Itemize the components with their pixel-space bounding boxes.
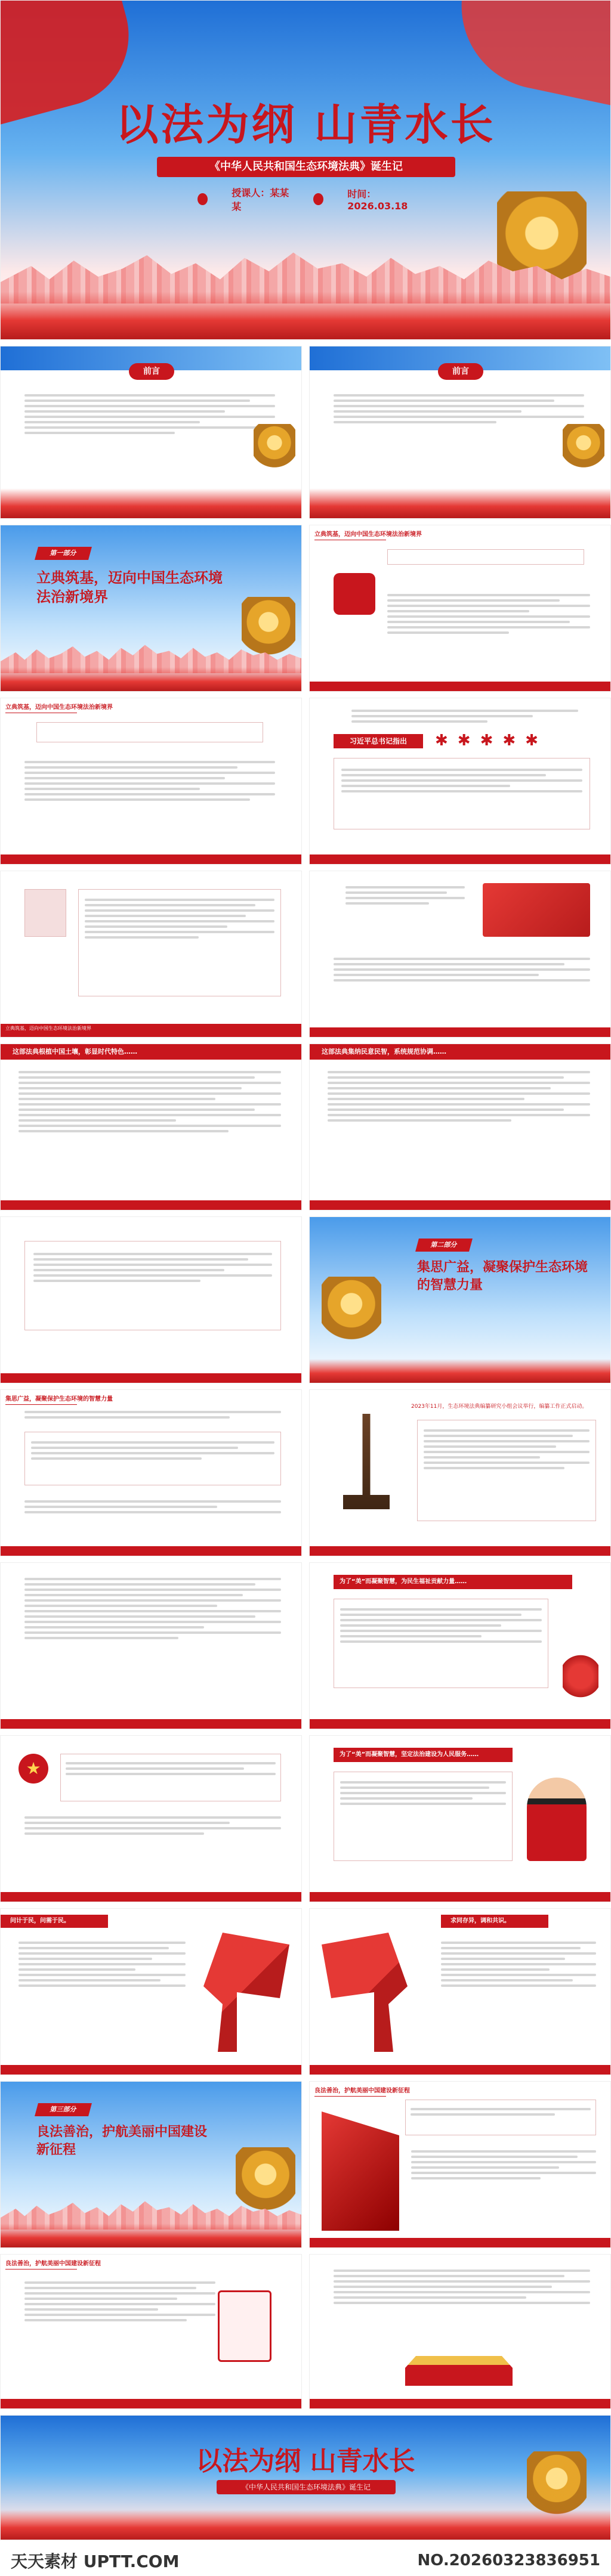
content-slide <box>0 2254 302 2409</box>
footer-bar <box>1 1719 301 1729</box>
tiananmen-image <box>405 2356 513 2386</box>
content-slide <box>0 871 302 1038</box>
footer-bar <box>1 1546 301 1556</box>
intro-text-lines <box>351 707 578 726</box>
text-box <box>24 1241 281 1330</box>
clock-icon <box>313 193 323 205</box>
closing-subtitle-bar <box>217 2480 396 2494</box>
text-lines <box>345 883 465 908</box>
content-slide <box>309 1908 611 2075</box>
part1-slide <box>0 525 302 692</box>
red-wave-decor <box>1 667 301 691</box>
bullet-text-lines <box>334 2267 590 2307</box>
part3-label: 第三部分 <box>35 2103 92 2116</box>
content-slide <box>309 1735 611 1902</box>
content-slide <box>0 1908 302 2075</box>
part3-slide <box>0 2081 302 2248</box>
text-box <box>334 1599 548 1688</box>
bullet-text-lines <box>18 1939 186 1990</box>
closing-subtitle: 《中华人民共和国生态环境法典》诞生记 <box>241 2483 371 2491</box>
cover-slide <box>0 0 611 340</box>
lion-image <box>563 424 604 478</box>
footer-bar <box>310 2399 610 2408</box>
bullet-text-lines <box>441 1939 596 1990</box>
footer-bar <box>310 2065 610 2075</box>
quote-bar: 为了“美”而凝聚智慧，为民生福祉贡献力量…… <box>334 1575 572 1589</box>
quote-bar: 为了“美”而凝聚智慧，坚定法治建设为人民服务…… <box>334 1748 513 1762</box>
red-wave-decor <box>310 488 610 518</box>
footer-bar <box>310 854 610 864</box>
lion-image <box>254 424 295 478</box>
preface-slide-left <box>0 346 302 519</box>
red-wave-decor <box>1 488 301 518</box>
footer-bar <box>310 682 610 691</box>
red-wave-decor <box>310 1359 610 1383</box>
speaker-row <box>198 187 424 212</box>
section-title: 立典筑基，迈向中国生态环境法治新境界 <box>5 702 113 713</box>
cover-date: 时间：2026.03.18 <box>347 188 408 212</box>
footer-bar <box>1 2399 301 2408</box>
footer-bar <box>310 1200 610 1210</box>
part2-title: 集思广益，凝聚保护生态环境的智慧力量 <box>417 1260 588 1293</box>
content-slide <box>309 1389 611 1556</box>
lantern-decor <box>563 1652 598 1700</box>
side-heading: 求同存异，调和共识。 <box>441 1915 548 1928</box>
brand-text: 天天素材 UPTT.COM <box>11 2552 180 2571</box>
star-decor: ✱✱✱✱✱ <box>435 732 548 750</box>
content-slide <box>0 1216 302 1383</box>
preface-text-lines <box>334 391 584 426</box>
red-wave-decor <box>1 2224 301 2247</box>
heading-bar: 这部法典根植中国土壤，彰显时代特色…… <box>1 1044 301 1060</box>
content-slide <box>0 1735 302 1902</box>
content-slide <box>309 1044 611 1210</box>
bullet-text-lines <box>18 1068 281 1135</box>
footer-bar <box>1 1373 301 1383</box>
section-title: 良法善治，护航美丽中国建设新征程 <box>314 2085 410 2097</box>
text-box <box>417 1420 596 1521</box>
heading-bar: 这部法典集纳民意民智，系统规范协调…… <box>310 1044 610 1060</box>
flag-bearer-image <box>322 1933 417 2052</box>
text-box <box>405 2100 596 2135</box>
content-slide <box>0 1044 302 1210</box>
portrait-frame <box>24 889 66 937</box>
part2-slide <box>309 1216 611 1383</box>
scale-icon <box>334 573 375 615</box>
cover-title: 以法为纲 山青水长 <box>115 100 496 150</box>
xi-quote-label: 习近平总书记指出 <box>334 734 423 748</box>
cover-subtitle: 《中华人民共和国生态环境法典》诞生记 <box>209 160 403 173</box>
scale-image <box>328 1414 405 1509</box>
part3-title: 良法善治，护航美丽中国建设新征程 <box>36 2125 208 2157</box>
quote-box <box>334 758 590 829</box>
text-box <box>387 549 584 565</box>
document-icon <box>218 2290 271 2362</box>
footer-bar <box>1 1024 301 1037</box>
closing-title: 以法为纲 山青水长 <box>196 2446 415 2476</box>
speaker-figure <box>527 1778 587 1861</box>
bullet-text-lines <box>24 1575 281 1642</box>
content-slide <box>309 1562 611 1729</box>
part1-title: 立典筑基，迈向中国生态环境法治新境界 <box>36 569 223 605</box>
footer-bar <box>1 854 301 864</box>
side-heading: 问计于民，问需于民。 <box>1 1915 108 1928</box>
year-line: 2023年11月，生态环境法典编纂研究小组会议举行，编纂工作正式启动。 <box>411 1404 588 1410</box>
preface-badge: 前言 <box>438 363 483 380</box>
content-slide <box>0 1562 302 1729</box>
text-box <box>334 1772 513 1861</box>
bullet-text-lines <box>24 758 275 804</box>
section-title: 集思广益，凝聚保护生态环境的智慧力量 <box>5 1394 113 1405</box>
footer-bar <box>310 1719 610 1729</box>
content-slide <box>309 2081 611 2248</box>
bullet-text-lines <box>328 1068 590 1125</box>
flag-bearer-image <box>194 1933 289 2052</box>
section-title: 立典筑基，迈向中国生态环境法治新境界 <box>314 529 422 540</box>
lion-image <box>322 1277 381 1354</box>
cover-subtitle-bar <box>157 157 455 177</box>
text-box <box>24 1432 281 1485</box>
bullet-text-lines <box>334 955 590 984</box>
text-lines <box>24 1408 281 1422</box>
flag-image <box>483 883 590 937</box>
preface-slide-right <box>309 346 611 519</box>
serial-number: NO.20260323836951 <box>417 2552 600 2569</box>
footer-bar <box>310 1027 610 1037</box>
footer-label: 立典筑基，迈向中国生态环境法治新境界 <box>5 1026 91 1031</box>
text-lines <box>24 1497 281 1516</box>
footer-bar <box>310 1892 610 1902</box>
preface-text-lines <box>24 391 275 437</box>
content-slide <box>309 871 611 1038</box>
bullet-text-lines <box>387 591 590 637</box>
bullet-text-lines <box>24 2278 215 2324</box>
text-box <box>78 889 281 996</box>
footer-bar <box>1 1200 301 1210</box>
part2-label: 第二部分 <box>415 1239 473 1252</box>
footer-bar <box>1 1892 301 1902</box>
user-icon <box>198 193 208 205</box>
content-slide <box>0 698 302 865</box>
section-title: 良法善治，护航美丽中国建设新征程 <box>5 2258 101 2270</box>
content-slide <box>309 525 611 692</box>
text-box <box>36 722 263 742</box>
flag-image <box>322 2111 399 2231</box>
footer-bar <box>1 2065 301 2075</box>
footer-bar <box>310 1546 610 1556</box>
red-wave-decor <box>1 292 610 339</box>
part1-label: 第一部分 <box>35 547 92 560</box>
cover-speaker: 授课人：某某某 <box>232 187 289 212</box>
preface-badge: 前言 <box>129 363 174 380</box>
text-box <box>60 1754 281 1801</box>
content-slide <box>0 1389 302 1556</box>
bullet-text-lines <box>411 2147 596 2182</box>
emblem-icon: ★ <box>18 1754 48 1784</box>
content-slide <box>309 698 611 865</box>
watermark-footer <box>0 2545 611 2576</box>
footer-bar <box>310 2238 610 2247</box>
text-lines <box>24 1813 281 1838</box>
content-slide <box>309 2254 611 2409</box>
red-wave-decor <box>1 2510 610 2540</box>
closing-slide <box>0 2415 611 2540</box>
